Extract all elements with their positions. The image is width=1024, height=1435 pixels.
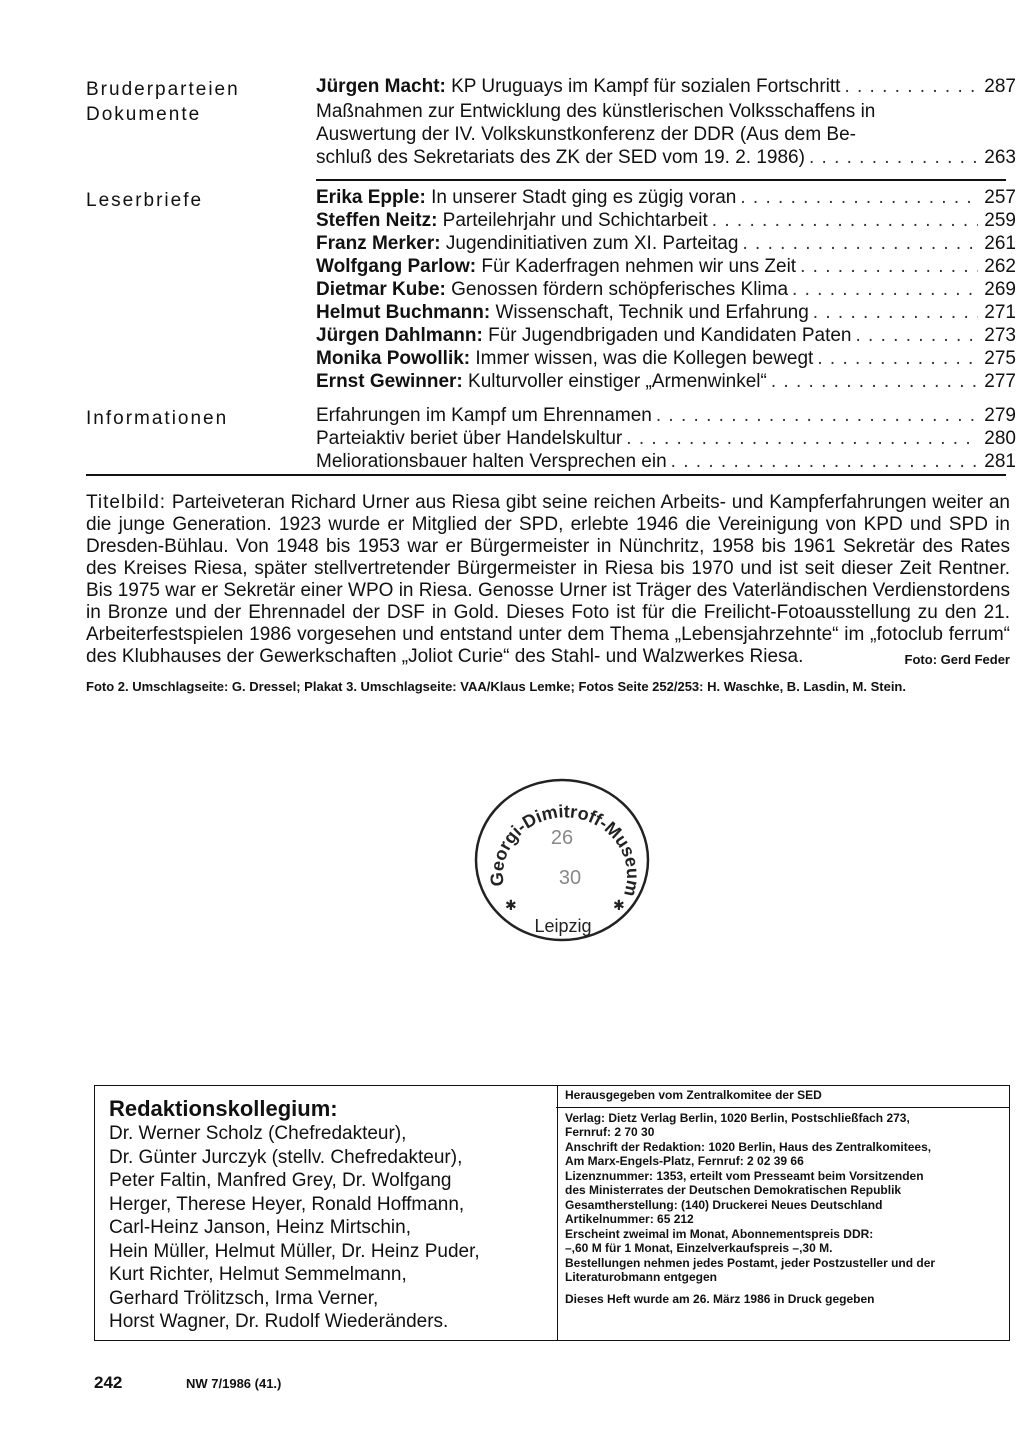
member-line: Dr. Günter Jurczyk (stellv. Chefredakteur), xyxy=(109,1146,463,1168)
entry-title: Immer wissen, was die Kollegen bewegt xyxy=(470,348,814,369)
cover-caption xyxy=(86,492,1010,671)
caption-text: Parteiveteran Richard Urner aus Riesa gibt seine reichen Arbeits- und Kampferfahrungen weiter an die junge Generation. 1923 wurde er Mitglied der SPD, erlebte 1946 die Vereinigung von KPD und SPD in Dresden-Bühlau. Von 1948 bis 1953 war er Bürgermeister in Nünchritz, 1958 bis 1961 Sekretär des Rates des Kreises Riesa, später stellvertretender Bürgermeister in Riesa bis 1970 und ist seit dieser Zeit Rentner. Bis 1975 war er Sekretär einer WPO in Riesa. Genosse Urner ist Träger des Vaterländischen Verdienstordens in Bronze und der Ehrennadel der DSF in Gold. Dieses Foto ist für die Freilicht-Fotoausstellung zu den 21. Arbeiterfestspielen 1986 vorgesehen und entstand unter dem Thema „Lebensjahrzehnte“ im „fotoclub ferrum“ des Klubhauses der Gewerkschaften „Joliot Curie“ des Stahl- und Walzwerkes Riesa. xyxy=(86,492,1010,667)
masthead-box xyxy=(94,1085,1010,1341)
print-date: Dieses Heft wurde am 26. März 1986 in Druck gegeben xyxy=(565,1291,875,1306)
entry-page: 269 xyxy=(984,279,1016,300)
stamp-ring-text: Georgi-Dimitroff-Museum xyxy=(486,801,644,899)
section-rule xyxy=(316,179,1006,181)
library-stamp xyxy=(465,772,660,947)
entry-title: Für Kaderfragen nehmen wir uns Zeit xyxy=(476,256,797,277)
imprint-line: Lizenznummer: 1353, erteilt vom Presseamt beim Vorsitzenden xyxy=(565,1168,924,1183)
entry-page: 259 xyxy=(984,210,1016,231)
imprint xyxy=(565,1086,1005,1306)
toc-entry-list xyxy=(316,186,1016,393)
star-icon: ✱ xyxy=(613,897,625,913)
stamp-date-day: 26 xyxy=(550,827,574,849)
imprint-line: Am Marx-Engels-Platz, Fernruf: 2 02 39 66 xyxy=(565,1154,804,1168)
caption-label: Titelbild: xyxy=(86,492,167,513)
entry-line: Maßnahmen zur Entwicklung des künstlerischen Volksschaffens in xyxy=(316,101,876,122)
toc-entry-list xyxy=(316,404,1016,473)
stamp-date-month: 30 xyxy=(558,867,582,889)
entry-page: 287 xyxy=(984,76,1016,97)
imprint-line: Literaturobmann entgegen xyxy=(565,1270,718,1284)
member-line: Gerhard Trölitzsch, Irma Verner, xyxy=(109,1287,379,1309)
entry-author: Wolfgang Parlow: xyxy=(316,256,477,277)
editorial-board-heading: Redaktionskollegium: xyxy=(109,1096,338,1121)
entry-author: Jürgen Macht: xyxy=(316,76,446,97)
entry-title: Erfahrungen im Kampf um Ehrennamen xyxy=(316,405,652,426)
entry-author: Jürgen Dahlmann: xyxy=(316,325,483,346)
member-line: Dr. Werner Scholz (Chefredakteur), xyxy=(109,1123,407,1144)
entry-title: KP Uruguays im Kampf für sozialen Fortschritt xyxy=(445,76,841,97)
entry-page: 257 xyxy=(984,187,1016,208)
entry-page: 279 xyxy=(984,405,1016,426)
entry-line: schluß des Sekretariats des ZK der SED vom 19. 2. 1986) xyxy=(316,147,805,168)
publisher-line: Herausgegeben vom Zentralkomitee der SED xyxy=(565,1088,822,1102)
member-line: Herger, Therese Heyer, Ronald Hoffmann, xyxy=(109,1193,465,1215)
member-line: Carl-Heinz Janson, Heinz Mirtschin, xyxy=(109,1217,411,1238)
member-line: Hein Müller, Helmut Müller, Dr. Heinz Puder, xyxy=(109,1240,480,1262)
entry-page: 263 xyxy=(984,147,1016,168)
photo-credit: Foto: Gerd Feder xyxy=(904,652,1010,667)
section-label-leserbriefe: Leserbriefe xyxy=(86,190,204,211)
editorial-board xyxy=(95,1086,558,1340)
entry-title: Parteiaktiv beriet über Handelskultur xyxy=(316,428,623,449)
member-line: Peter Faltin, Manfred Grey, Dr. Wolfgang xyxy=(109,1170,452,1191)
entry-title: Genossen fördern schöpferisches Klima xyxy=(445,279,789,300)
member-list xyxy=(109,1122,480,1334)
imprint-line: Bestellungen nehmen jedes Postamt, jeder Postzusteller und der xyxy=(565,1255,936,1270)
entry-page: 280 xyxy=(984,428,1016,449)
stamp-bottom-text: Leipzig xyxy=(534,916,592,936)
member-line: Horst Wagner, Dr. Rudolf Wiederänders. xyxy=(109,1311,449,1332)
entry-author: Steffen Neitz: xyxy=(316,210,438,231)
section-label-bruderparteien: Bruderparteien xyxy=(86,79,240,100)
issue-label: NW 7/1986 (41.) xyxy=(186,1376,282,1391)
entry-author: Dietmar Kube: xyxy=(316,279,446,300)
section-label-dokumente: Dokumente xyxy=(86,104,202,125)
section-label-informationen: Informationen xyxy=(86,408,229,429)
entry-author: Franz Merker: xyxy=(316,233,441,254)
imprint-line: Fernruf: 2 70 30 xyxy=(565,1125,655,1139)
entry-page: 281 xyxy=(984,451,1016,472)
page-number: 242 xyxy=(94,1373,123,1392)
entry-title: Für Jugendbrigaden und Kandidaten Paten xyxy=(482,325,852,346)
entry-title: Wissenschaft, Technik und Erfahrung xyxy=(490,302,809,323)
entry-title: Meliorationsbauer halten Versprechen ein xyxy=(316,451,667,472)
entry-author: Helmut Buchmann: xyxy=(316,302,491,323)
entry-author: Monika Powollik: xyxy=(316,348,471,369)
imprint-line: Erscheint zweimal im Monat, Abonnementspreis DDR: xyxy=(565,1226,874,1241)
star-icon: ✱ xyxy=(505,897,517,913)
imprint-line: des Ministerrates der Deutschen Demokratischen Republik xyxy=(565,1183,902,1197)
imprint-line: Verlag: Dietz Verlag Berlin, 1020 Berlin, Postschließfach 273, xyxy=(565,1110,910,1125)
entry-title: Kulturvoller einstiger „Armenwinkel“ xyxy=(462,371,767,392)
imprint-line: Artikelnummer: 65 212 xyxy=(565,1212,694,1226)
entry-title: In unserer Stadt ging es zügig voran xyxy=(425,187,737,208)
entry-page: 261 xyxy=(984,233,1016,254)
entry-page: 277 xyxy=(984,371,1016,392)
imprint-rule xyxy=(556,1107,1009,1108)
imprint-line: Anschrift der Redaktion: 1020 Berlin, Haus des Zentralkomitees, xyxy=(565,1139,932,1154)
toc-entry xyxy=(316,75,1016,98)
toc-bottom-rule xyxy=(86,474,1006,476)
entry-author: Ernst Gewinner: xyxy=(316,371,463,392)
imprint-line: –,60 M für 1 Monat, Einzelverkaufspreis –,30 M. xyxy=(565,1241,833,1255)
entry-page: 262 xyxy=(984,256,1016,277)
photo-credits: Foto 2. Umschlagseite: G. Dressel; Plakat 3. Umschlagseite: VAA/Klaus Lemke; Fotos Seite 252/253: H. Waschke, B. Lasdin, M. Stein. xyxy=(86,679,906,694)
entry-page: 273 xyxy=(984,325,1016,346)
imprint-line: Gesamtherstellung: (140) Druckerei Neues Deutschland xyxy=(565,1197,883,1212)
member-line: Kurt Richter, Helmut Semmelmann, xyxy=(109,1264,407,1285)
entry-page: 271 xyxy=(984,302,1016,323)
entry-title: Jugendinitiativen zum XI. Parteitag xyxy=(440,233,739,254)
entry-author: Erika Epple: xyxy=(316,187,426,208)
entry-title: Parteilehrjahr und Schichtarbeit xyxy=(437,210,708,231)
entry-page: 275 xyxy=(984,348,1016,369)
entry-line: Auswertung der IV. Volkskunstkonferenz der DDR (Aus dem Be- xyxy=(316,124,856,145)
toc-entry-dokumente xyxy=(316,100,1016,169)
